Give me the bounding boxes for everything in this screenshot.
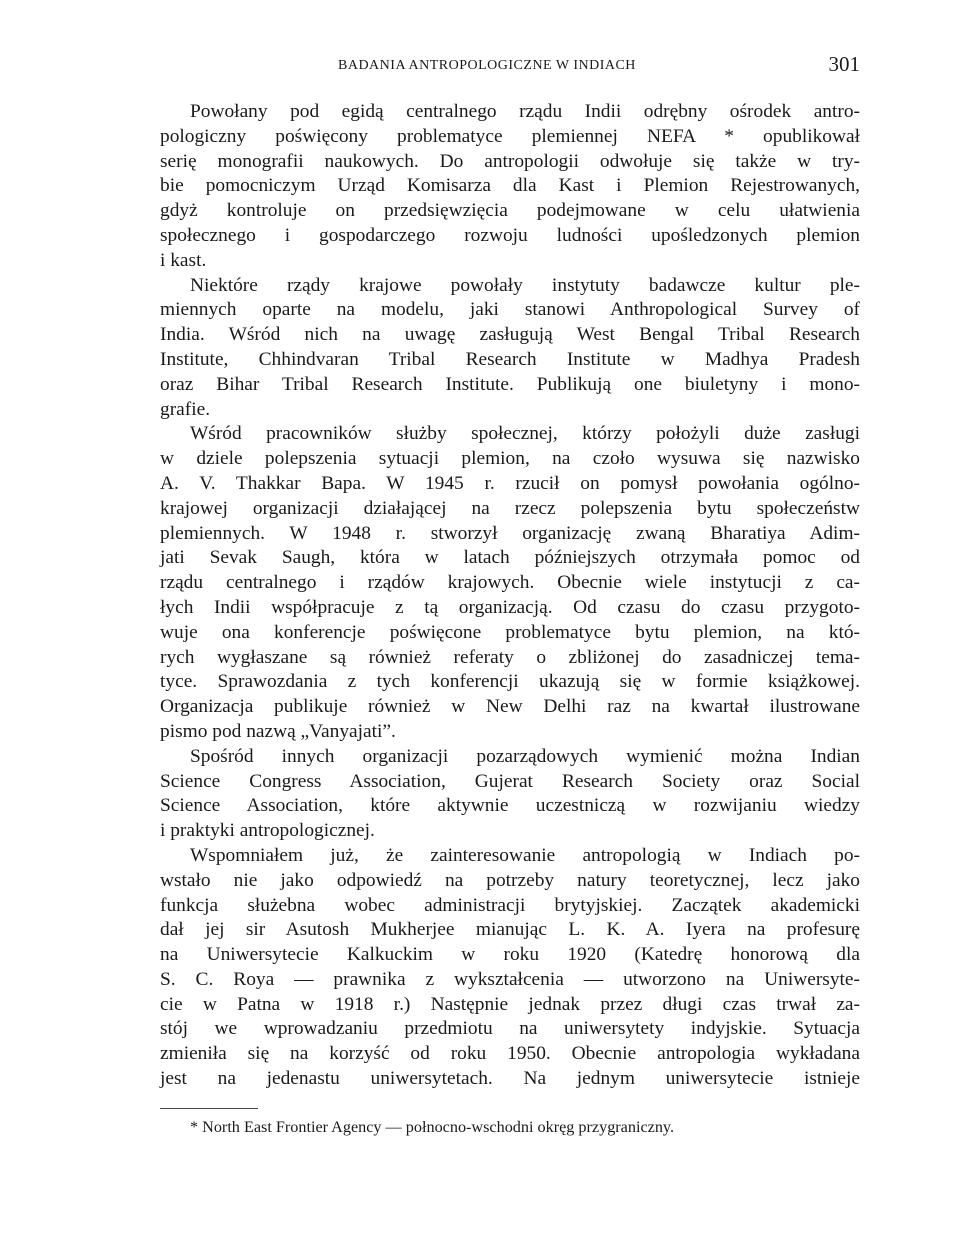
text-line: oraz Bihar Tribal Research Institute. Publikują one biuletyny i mono- xyxy=(160,373,860,395)
text-line: Science Association, które aktywnie uczestniczą w rozwijaniu wiedzy xyxy=(160,795,860,817)
text-line: Spośród innych organizacji pozarządowych wymienić można Indian xyxy=(190,745,860,767)
text-line: Organizacja publikuje również w New Delhi raz na kwartał ilustrowane xyxy=(160,696,860,718)
text-line: jest na jedenastu uniwersytetach. Na jednym uniwersytecie istnieje xyxy=(160,1068,860,1090)
text-line: India. Wśród nich na uwagę zasługują West Bengal Tribal Research xyxy=(160,324,860,346)
page-header xyxy=(160,52,860,82)
text-line: plemiennych. W 1948 r. stworzył organizację zwaną Bharatiya Adim- xyxy=(160,522,860,544)
text-line: rych wygłaszane są również referaty o zbliżonej do zasadniczej tema- xyxy=(160,646,860,668)
text-line: krajowej organizacji działającej na rzecz polepszenia bytu społeczeństw xyxy=(160,497,860,519)
text-line: pologiczny poświęcony problematyce plemiennej NEFA * opublikował xyxy=(160,125,860,147)
footnote: * North East Frontier Agency — połnocno-wschodni okręg przygraniczny. xyxy=(190,1118,675,1136)
text-line: zmieniła się na korzyść od roku 1950. Obecnie antropologia wykładana xyxy=(160,1043,860,1065)
text-line: Wśród pracowników służby społecznej, którzy położyli duże zasługi xyxy=(190,423,860,445)
text-line: S. C. Roya — prawnika z wykształcenia — utworzono na Uniwersyte- xyxy=(160,968,860,990)
text-line: wstało nie jako odpowiedź na potrzeby natury teoretycznej, lecz jako xyxy=(160,869,860,891)
text-line: miennych oparte na modelu, jaki stanowi Anthropological Survey of xyxy=(160,299,860,321)
running-head: BADANIA ANTROPOLOGICZNE W INDIACH xyxy=(338,58,636,73)
text-line: serię monografii naukowych. Do antropologii odwołuje się także w try- xyxy=(160,150,860,172)
body-text xyxy=(160,100,860,1092)
text-line: gdyż kontroluje on przedsięwzięcia podejmowane w celu ułatwienia xyxy=(160,200,860,222)
text-line: grafie. xyxy=(160,398,211,420)
text-line: społecznego i gospodarczego rozwoju ludności upośledzonych plemion xyxy=(160,224,860,246)
text-line: Niektóre rządy krajowe powołały instytuty badawcze kultur ple- xyxy=(190,274,860,296)
text-line: funkcja służebna wobec administracji brytyjskiej. Zaczątek akademicki xyxy=(160,894,860,916)
text-line: dał jej sir Asutosh Mukherjee mianując L. K. A. Iyera na profesurę xyxy=(160,919,860,941)
text-line: i kast. xyxy=(160,249,207,271)
text-line: Science Congress Association, Gujerat Research Society oraz Social xyxy=(160,770,860,792)
text-line: rządu centralnego i rządów krajowych. Obecnie wiele instytucji z ca- xyxy=(160,572,860,594)
text-line: A. V. Thakkar Bapa. W 1945 r. rzucił on pomysł powołania ogólno- xyxy=(160,472,860,494)
text-line: łych Indii współpracuje z tą organizacją. Od czasu do czasu przygoto- xyxy=(160,596,860,618)
text-line: na Uniwersytecie Kalkuckim w roku 1920 (Katedrę honorową dla xyxy=(160,944,860,966)
text-line: jati Sevak Saugh, która w latach późniejszych otrzymała pomoc od xyxy=(160,547,860,569)
text-line: w dziele polepszenia sytuacji plemion, na czoło wysuwa się nazwisko xyxy=(160,448,860,470)
text-line: Institute, Chhindvaran Tribal Research Institute w Madhya Pradesh xyxy=(160,348,860,370)
text-line: i praktyki antropologicznej. xyxy=(160,820,375,842)
text-line: bie pomocniczym Urząd Komisarza dla Kast i Plemion Rejestrowanych, xyxy=(160,175,860,197)
text-line: pismo pod nazwą „Vanyajati”. xyxy=(160,720,396,742)
page-number: 301 xyxy=(828,52,860,76)
text-line: wuje ona konferencje poświęcone problematyce bytu plemion, na któ- xyxy=(160,621,860,643)
footnote-divider xyxy=(160,1108,258,1109)
text-line: cie w Patna w 1918 r.) Następnie jednak przez długi czas trwał za- xyxy=(160,993,860,1015)
text-line: Powołany pod egidą centralnego rządu Indii odrębny ośrodek antro- xyxy=(190,101,860,122)
text-line: stój we wprowadzaniu przedmiotu na uniwersytety indyjskie. Sytuacja xyxy=(160,1018,860,1040)
text-line: Wspomniałem już, że zainteresowanie antropologią w Indiach po- xyxy=(190,844,860,866)
text-line: tyce. Sprawozdania z tych konferencji ukazują się w formie książkowej. xyxy=(160,671,860,693)
